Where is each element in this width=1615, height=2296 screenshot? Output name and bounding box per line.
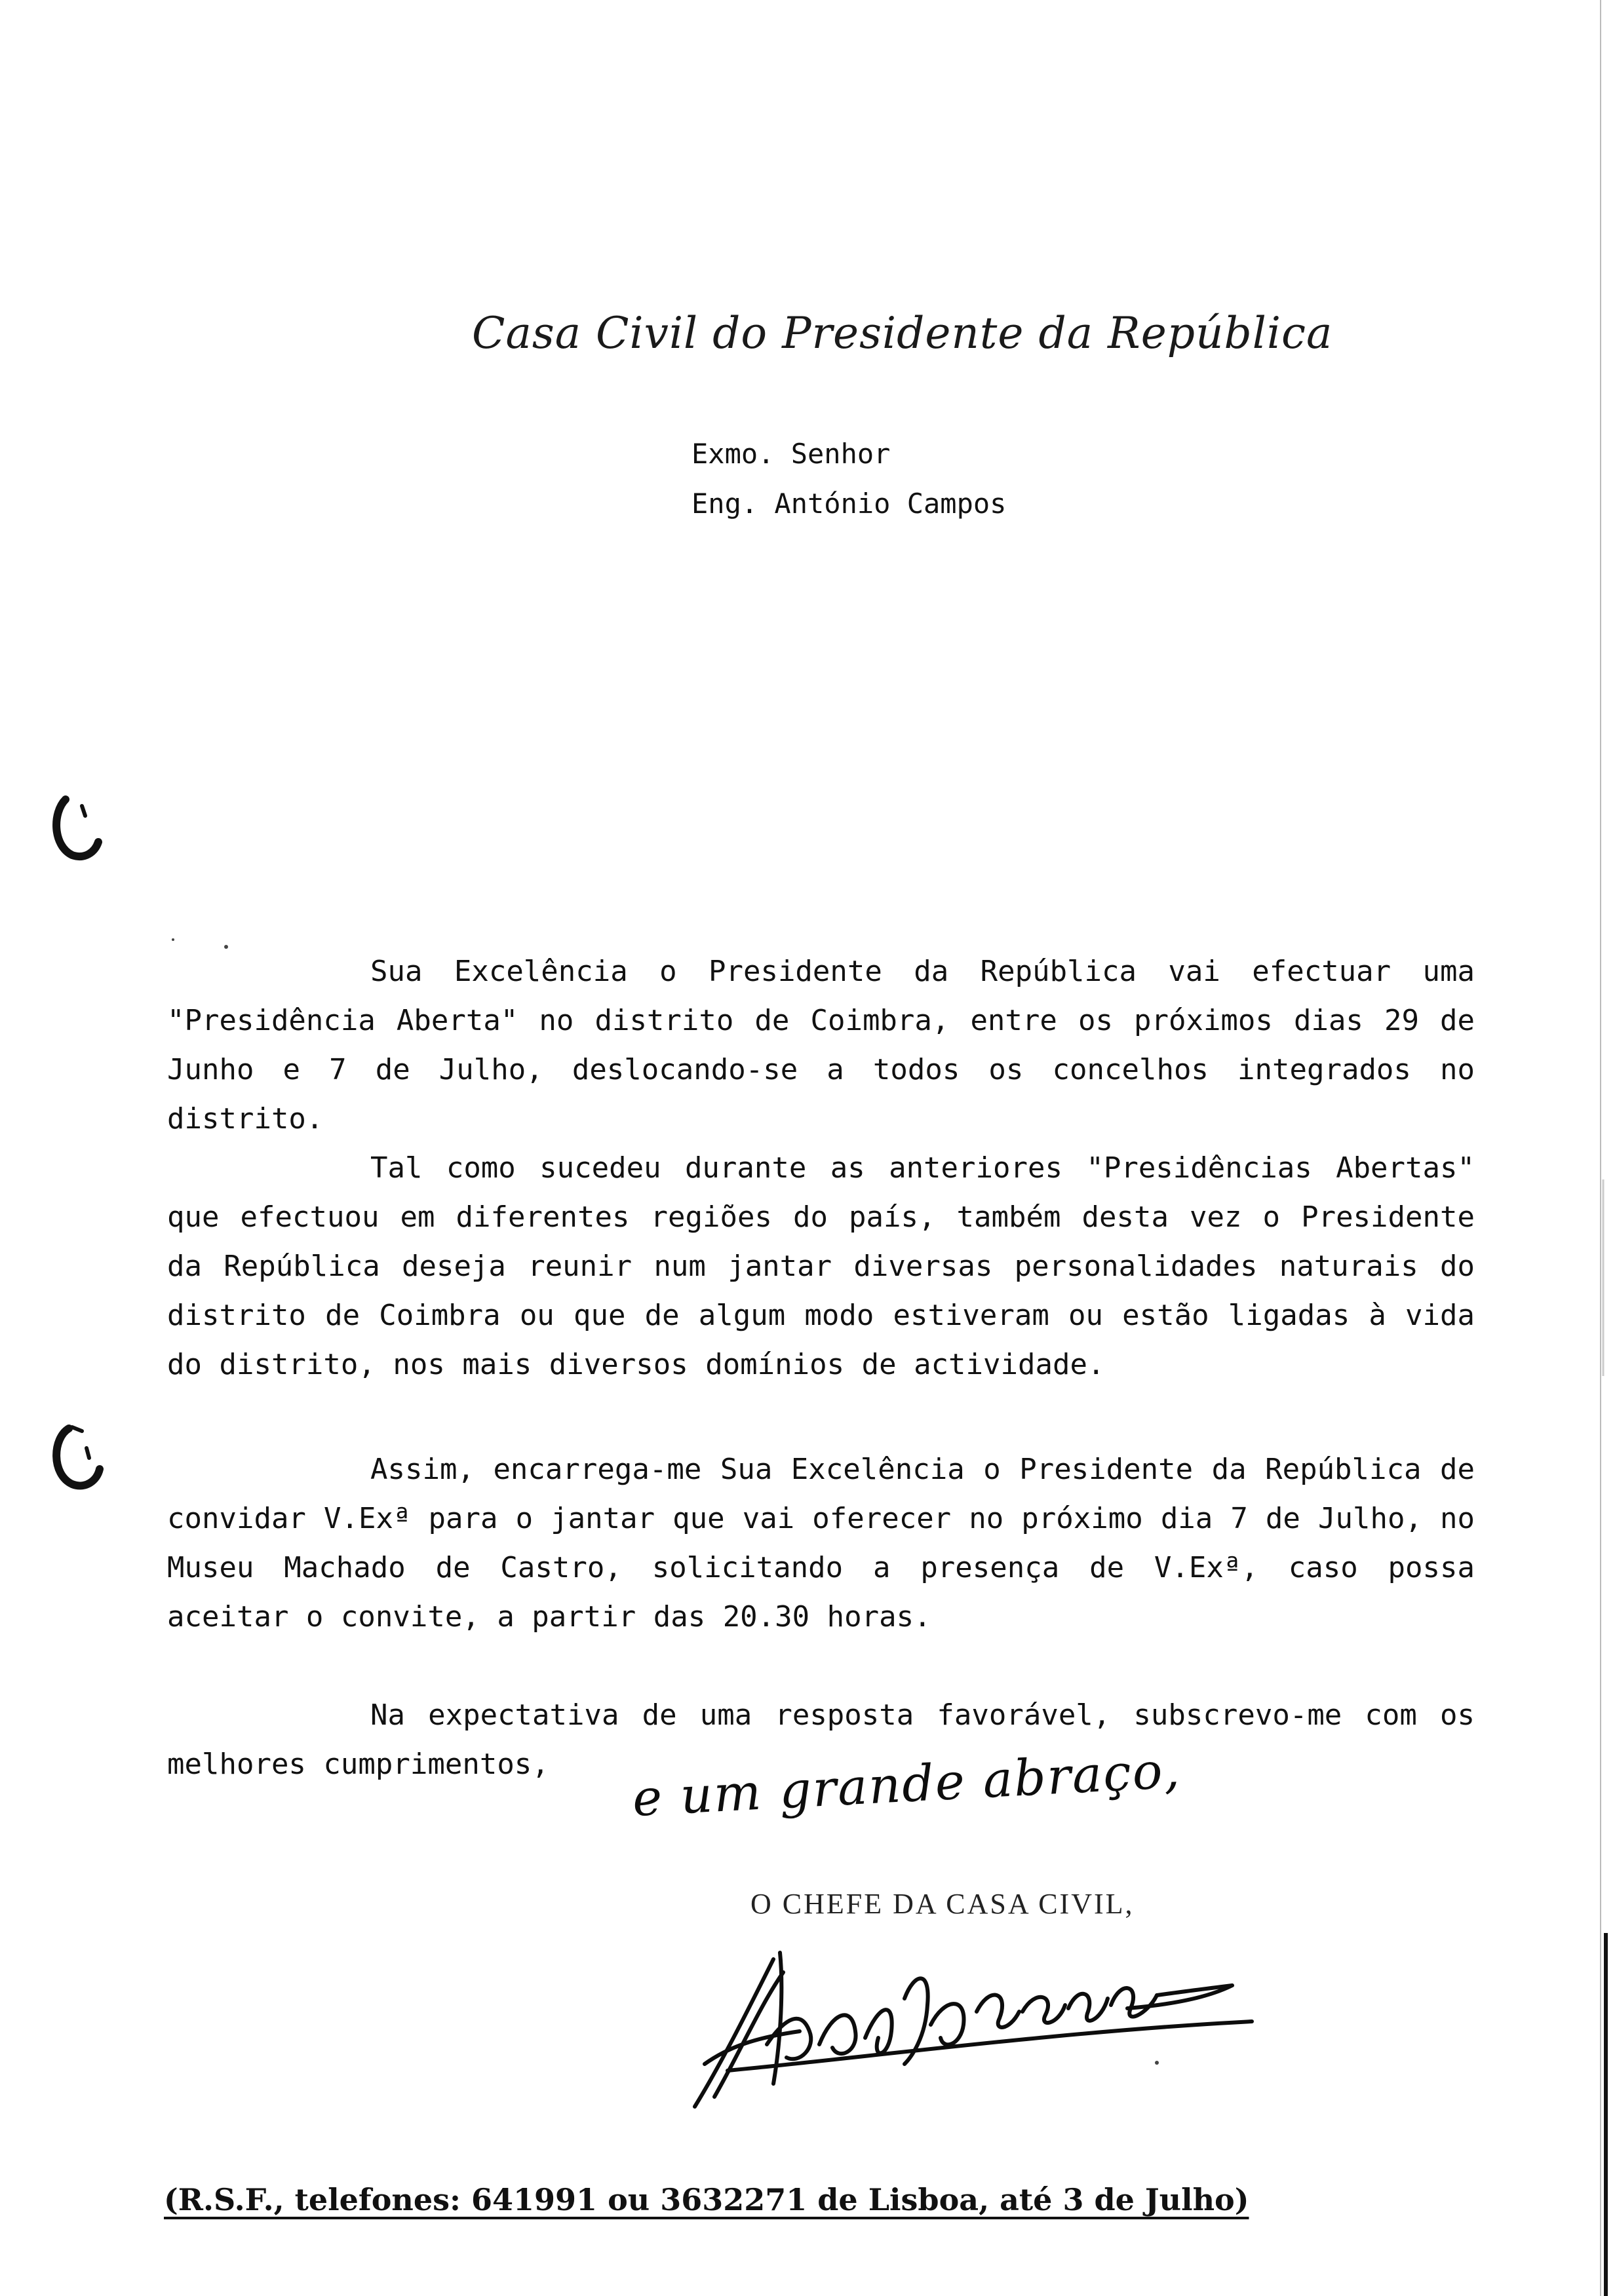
body-paragraph: Sua Excelência o Presidente da República vai efectuar uma "Presidência Aberta" no distrito de Coimbra, entre os próximos dias 29 de Junho e 7 de Julho, deslocando-se a todos os concelhos integrados no distrito. [167, 955, 1475, 1136]
body-paragraph: Na expectativa de uma resposta favorável, subscrevo-me com os melhores cumprimentos, [167, 1698, 1475, 1781]
body-paragraph: Tal como sucedeu durante as anteriores "Presidências Abertas" que efectuou em diferentes regiões do país, também desta vez o Presidente da República deseja reunir num jantar diversas personalidades naturais do distrito de Coimbra ou que de algum modo estiveram ou estão ligadas à vida do distrito, nos mais diversos domínios de actividade. [167, 1151, 1475, 1381]
letterhead: Casa Civil do Presidente da República [472, 308, 1333, 358]
footer-contact-note: (R.S.F., telefones: 641991 ou 3632271 de Lisboa, até 3 de Julho) [164, 2182, 1249, 2217]
scan-edge-line-icon [1586, 0, 1615, 2296]
recipient-name: Eng. António Campos [691, 488, 1007, 520]
handwritten-addition: e um grande abraço, [631, 1740, 1182, 1827]
recipient-block [691, 429, 1006, 529]
signoff-title: O CHEFE DA CASA CIVIL, [750, 1888, 1135, 1920]
punch-hole-icon [46, 1422, 105, 1494]
scan-speck [172, 938, 174, 941]
body-paragraph: Assim, encarrega-me Sua Excelência o Presidente da República de convidar V.Exª para o jantar que vai oferecer no próximo dia 7 de Julho, no Museu Machado de Castro, solicitando a presença de V.Exª, caso possa aceitar o convite, a partir das 20.30 horas. [167, 1453, 1475, 1634]
punch-hole-icon [46, 793, 105, 865]
recipient-salutation: Exmo. Senhor [691, 438, 891, 470]
signature-icon [669, 1933, 1258, 2116]
